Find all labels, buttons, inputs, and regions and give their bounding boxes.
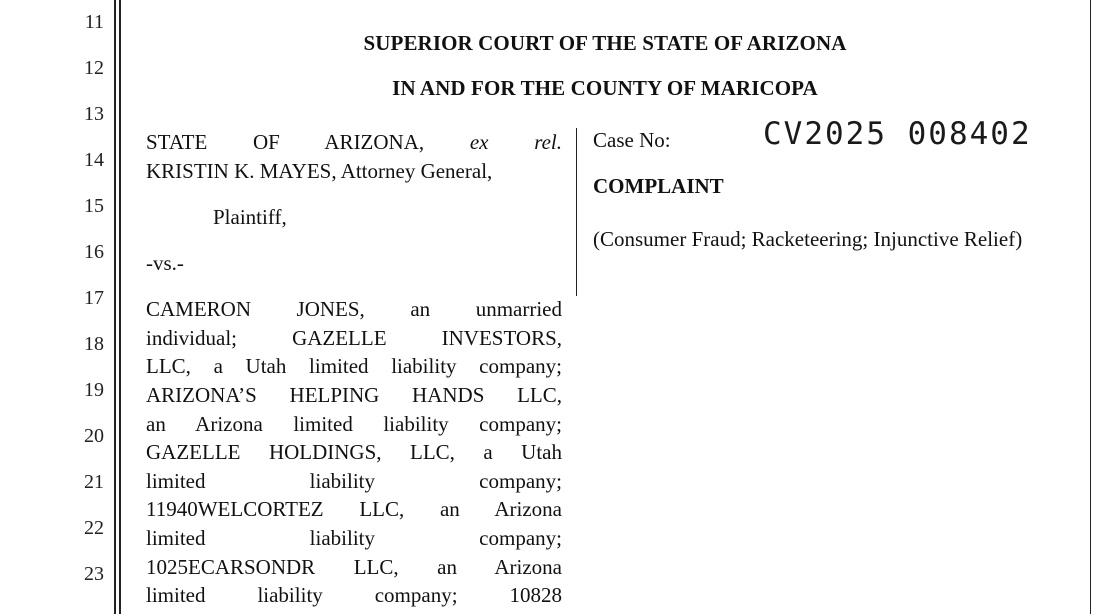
line-number: 11 [84, 11, 104, 33]
defendant-line: ARIZONA’S HELPING HANDS LLC, [146, 382, 562, 407]
caption-parties [146, 128, 562, 610]
defendant-line: GAZELLE HOLDINGS, LLC, a Utah [146, 440, 562, 465]
versus: -vs.- [146, 250, 184, 275]
county-name: IN AND FOR THE COUNTY OF MARICOPA [392, 76, 818, 100]
defendant-line: CAMERON JONES, an unmarried [146, 297, 562, 322]
line-number: 18 [84, 333, 104, 355]
defendant-line [146, 524, 562, 553]
plaintiff-line-1 [146, 128, 562, 157]
case-number-stamp: CV2025 008402 [763, 116, 1032, 152]
margin-rule-right [1090, 0, 1091, 614]
line-number: 21 [84, 471, 104, 493]
line-number: 12 [84, 57, 104, 79]
defendant-word: company; [479, 525, 562, 550]
plaintiff-role: Plaintiff, [213, 204, 287, 229]
defendant-line: 1025ECARSONDR LLC, an Arizona [146, 554, 562, 579]
defendant-line: an Arizona limited liability company; [146, 411, 562, 436]
line-number: 20 [84, 425, 104, 447]
court-name: SUPERIOR COURT OF THE STATE OF ARIZONA [363, 31, 847, 55]
defendant-line: limited liability company; 10828 [146, 583, 562, 608]
defendant-line: LLC, a Utah limited liability company; [146, 354, 562, 379]
line-number: 22 [84, 517, 104, 539]
defendant-word: liability [309, 468, 375, 493]
ex-word: ex [469, 130, 489, 154]
margin-rule-outer [114, 0, 116, 614]
defendant-line: individual; GAZELLE INVESTORS, [146, 325, 562, 350]
plaintiff-line-2: KRISTIN K. MAYES, Attorney General, [146, 158, 493, 183]
line-number: 16 [84, 241, 104, 263]
rel-word: rel. [534, 130, 563, 154]
defendant-word: limited [146, 525, 206, 550]
line-number: 14 [84, 149, 104, 171]
defendant-line [146, 467, 562, 496]
case-number-label: Case No: [593, 128, 671, 152]
line-number: 19 [84, 379, 104, 401]
caption-divider [576, 128, 577, 296]
plaintiff-name: STATE OF ARIZONA, [146, 130, 425, 154]
line-number: 13 [84, 103, 104, 125]
defendant-line: 11940WELCORTEZ LLC, an Arizona [146, 497, 562, 522]
nature-of-action: (Consumer Fraud; Racketeering; Injunctive Relief) [593, 227, 1023, 251]
line-number: 23 [84, 563, 104, 585]
line-number: 17 [84, 287, 104, 309]
document-title: COMPLAINT [593, 174, 724, 198]
defendant-word: liability [309, 525, 375, 550]
line-number: 15 [84, 195, 104, 217]
defendant-word: company; [479, 468, 562, 493]
defendant-word: limited [146, 468, 206, 493]
